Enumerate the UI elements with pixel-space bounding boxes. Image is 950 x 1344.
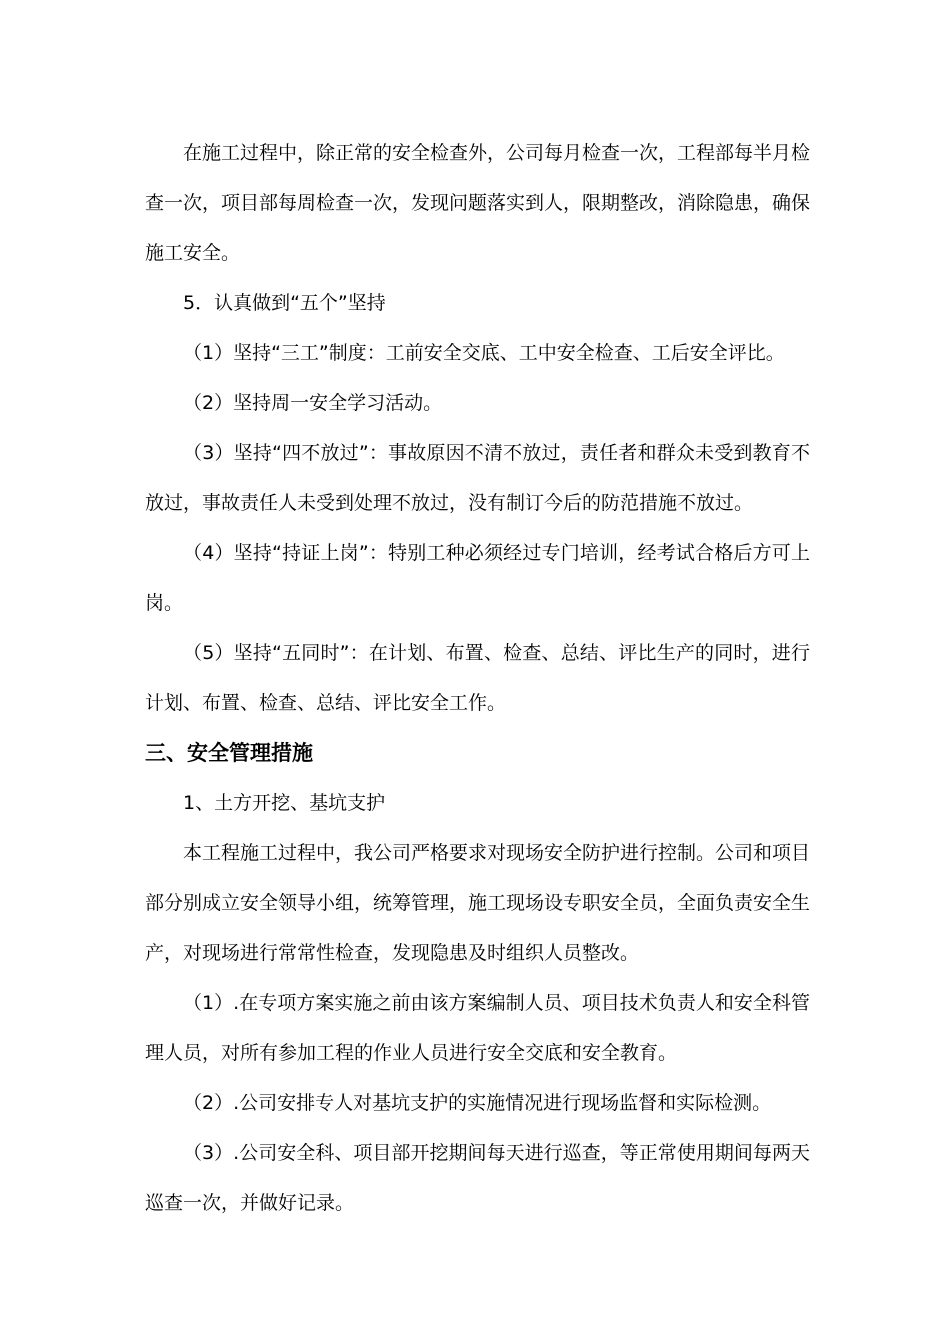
list-item-monday-study: （2）坚持周一安全学习活动。 bbox=[183, 392, 443, 414]
document-body bbox=[145, 128, 810, 1228]
paragraph-site-safety-control: 本工程施工过程中，我公司严格要求对现场安全防护进行控制。公司和项目部分别成立安全领导小组，统筹管理，施工现场设专职安全员，全面负责安全生产，对现场进行常常性检查，发现隐患及时组织人员整改。 bbox=[145, 842, 811, 964]
list-item-three-work-system: （1）坚持“三工”制度：工前安全交底、工中安全检查、工后安全评比。 bbox=[183, 342, 785, 364]
list-item-safety-briefing: （1）.在专项方案实施之前由该方案编制人员、项目技术负责人和安全科管理人员，对所有参加工程的作业人员进行安全交底和安全教育。 bbox=[145, 992, 810, 1064]
list-item-supervision: （2）.公司安排专人对基坑支护的实施情况进行现场监督和实际检测。 bbox=[183, 1092, 772, 1114]
paragraph-inspection-schedule: 在施工过程中，除正常的安全检查外，公司每月检查一次，工程部每半月检查一次，项目部每周检查一次，发现问题落实到人，限期整改，消除隐患，确保施工安全。 bbox=[145, 142, 811, 264]
list-item-certified-work: （4）坚持“持证上岗”：特别工种必须经过专门培训，经考试合格后方可上岗。 bbox=[145, 542, 810, 614]
list-item-four-no-letting-go: （3）坚持“四不放过”：事故原因不清不放过，责任者和群众未受到教育不放过，事故责任人未受到处理不放过，没有制订今后的防范措施不放过。 bbox=[145, 442, 810, 514]
list-item-five-simultaneous: （5）坚持“五同时”：在计划、布置、检查、总结、评比生产的同时，进行计划、布置、检查、总结、评比安全工作。 bbox=[145, 642, 810, 714]
section-heading-safety-measures: 三、安全管理措施 bbox=[145, 741, 313, 765]
subsection-title-excavation: 1、土方开挖、基坑支护 bbox=[183, 792, 386, 814]
paragraph-five-persistences-title: 5．认真做到“五个”坚持 bbox=[183, 292, 386, 314]
list-item-patrol-inspection: （3）.公司安全科、项目部开挖期间每天进行巡查，等正常使用期间每两天巡查一次，并做好记录。 bbox=[145, 1142, 810, 1214]
